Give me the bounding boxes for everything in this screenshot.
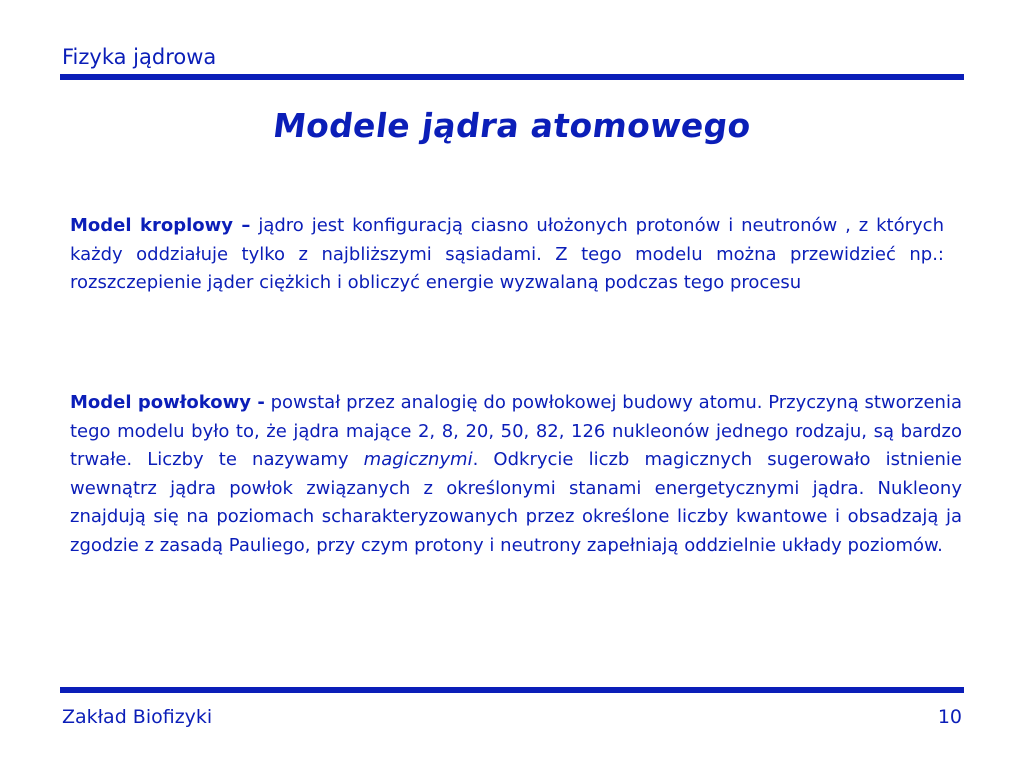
slide-title: Modele jądra atomowego (270, 106, 754, 145)
section-drop-model (70, 212, 944, 298)
section-text: powstał przez analogię do powłokowej budowy atomu. Przyczyną stworzenia tego modelu było to, że jądra mające 2, 8, 20, 50, 82, 126 nukleonów jednego rodzaju, są bardzo trwałe. Liczby te nazywamy (70, 392, 962, 470)
header-divider (60, 74, 964, 80)
header-title: Fizyka jądrowa (62, 45, 217, 69)
section-text-continued: . Odkrycie liczb magicznych sugerowało istnienie wewnątrz jądra powłok związanych z określonymi stanami energetycznymi jądra. Nukleony znajdują się na poziomach scharakteryzowanych przez określone liczby kwantowe i obsadzają ja zgodzie z zasadą Pauliego, przy czym protony i neutrony zapełniają oddzielnie układy poziomów. (70, 449, 962, 556)
footer-label: Zakład Biofizyki (62, 706, 213, 728)
footer-divider (60, 687, 964, 693)
section-term: Model powłokowy - (70, 392, 265, 413)
section-emphasis: magicznymi (363, 449, 473, 470)
page-number: 10 (937, 706, 962, 728)
section-text: jądro jest konfiguracją ciasno ułożonych protonów i neutronów , z których każdy oddziałuje tylko z najbliższymi sąsiadami. Z tego modelu można przewidzieć np.: rozszczepienie jąder ciężkich i obliczyć energie wyzwalaną podczas tego procesu (70, 215, 944, 293)
section-shell-model (70, 389, 962, 560)
section-term: Model kroplowy – (70, 215, 251, 236)
